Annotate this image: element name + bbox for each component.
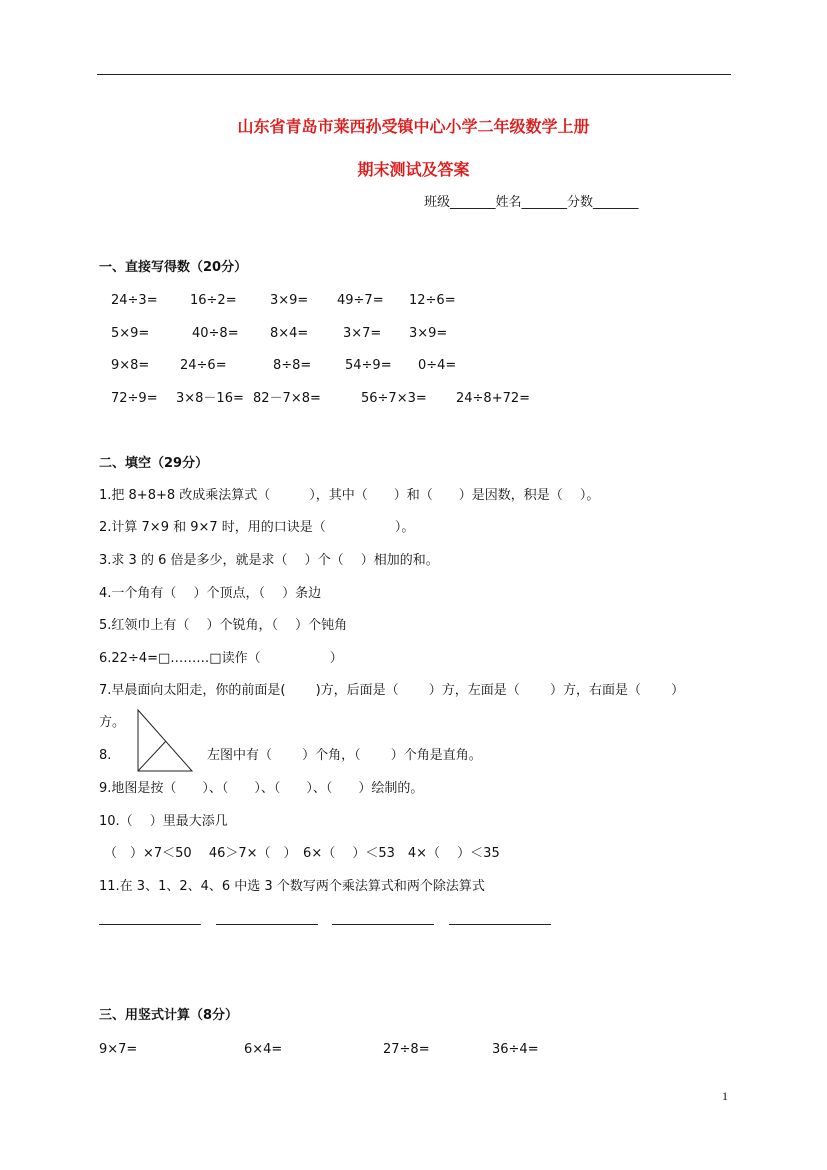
calc-item: 12÷6= [409,293,456,308]
question-2: 2.计算 7×9 和 9×7 时，用的口诀是（ ）。 [99,520,415,535]
question-9: 9.地图是按（ ）、（ ）、（ ）、（ ）绘制的。 [99,781,424,796]
calc-item: 82－7×8= [253,391,321,406]
calc-item: 24÷3= [111,293,158,308]
calc-item: 3×9= [409,326,448,341]
answer-blank [216,924,318,925]
calc-item: 24÷8+72= [456,391,531,406]
calc-item: 3×7= [343,326,382,341]
calc-item: 54÷9= [345,358,392,373]
section3-heading: 三、用竖式计算（8分） [99,1008,239,1023]
calc-item: 27÷8= [383,1042,430,1057]
answer-blank [332,924,434,925]
calc-item: 56÷7×3= [361,391,427,406]
calc-item: 9×8= [111,358,150,373]
calc-item: 3×9= [270,293,309,308]
question-7: 7.早晨面向太阳走，你的前面是( )方，后面是（ ）方，左面是（ ）方，右面是（ ） [99,683,685,698]
question-6: 6.22÷4=□………□读作（ ） [99,651,343,666]
doc-title: 山东省青岛市莱西孙受镇中心小学二年级数学上册 [237,117,590,136]
calc-item: 0÷4= [418,358,457,373]
header-rule [97,74,731,75]
question-10-items: （ ）×7＜50 46＞7×（ ） 6×（ ）＜53 4×（ ）＜35 [104,846,500,861]
calc-item: 8×4= [270,326,309,341]
question-1: 1.把 8+8+8 改成乘法算式（ ），其中（ ）和（ ）是因数，积是（ ）。 [99,488,600,503]
question-8: 左图中有（ ）个角，（ ）个角是直角。 [207,748,482,763]
page-number: 1 [722,1089,728,1103]
calc-item: 24÷6= [180,358,227,373]
calc-item: 3×8－16= [176,391,244,406]
answer-blank [449,924,551,925]
answer-blank [99,924,201,925]
question-8-number: 8. [99,748,112,763]
question-5: 5.红领巾上有（ ）个锐角，（ ）个钝角 [99,618,348,633]
question-7-continued: 方。 [99,715,126,730]
calc-item: 72÷9= [111,391,158,406]
question-10: 10.（ ）里最大添几 [99,814,228,829]
triangle-figure [136,708,196,774]
calc-item: 6×4= [244,1042,283,1057]
calc-item: 49÷7= [337,293,384,308]
calc-item: 40÷8= [192,326,239,341]
calc-item: 36÷4= [492,1042,539,1057]
section2-heading: 二、填空（29分） [99,456,209,471]
calc-item: 8÷8= [273,358,312,373]
question-4: 4.一个角有（ ）个顶点，（ ）条边 [99,586,322,601]
calc-item: 16÷2= [190,293,237,308]
student-info-line: 班级_______姓名_______分数_______ [424,195,639,210]
doc-subtitle: 期末测试及答案 [357,160,470,179]
section1-heading: 一、直接写得数（20分） [99,260,248,275]
calc-item: 5×9= [111,326,150,341]
question-3: 3.求 3 的 6 倍是多少，就是求（ ）个（ ）相加的和。 [99,553,439,568]
question-11: 11.在 3、1、2、4、6 中选 3 个数写两个乘法算式和两个除法算式 [99,879,485,894]
calc-item: 9×7= [99,1042,138,1057]
